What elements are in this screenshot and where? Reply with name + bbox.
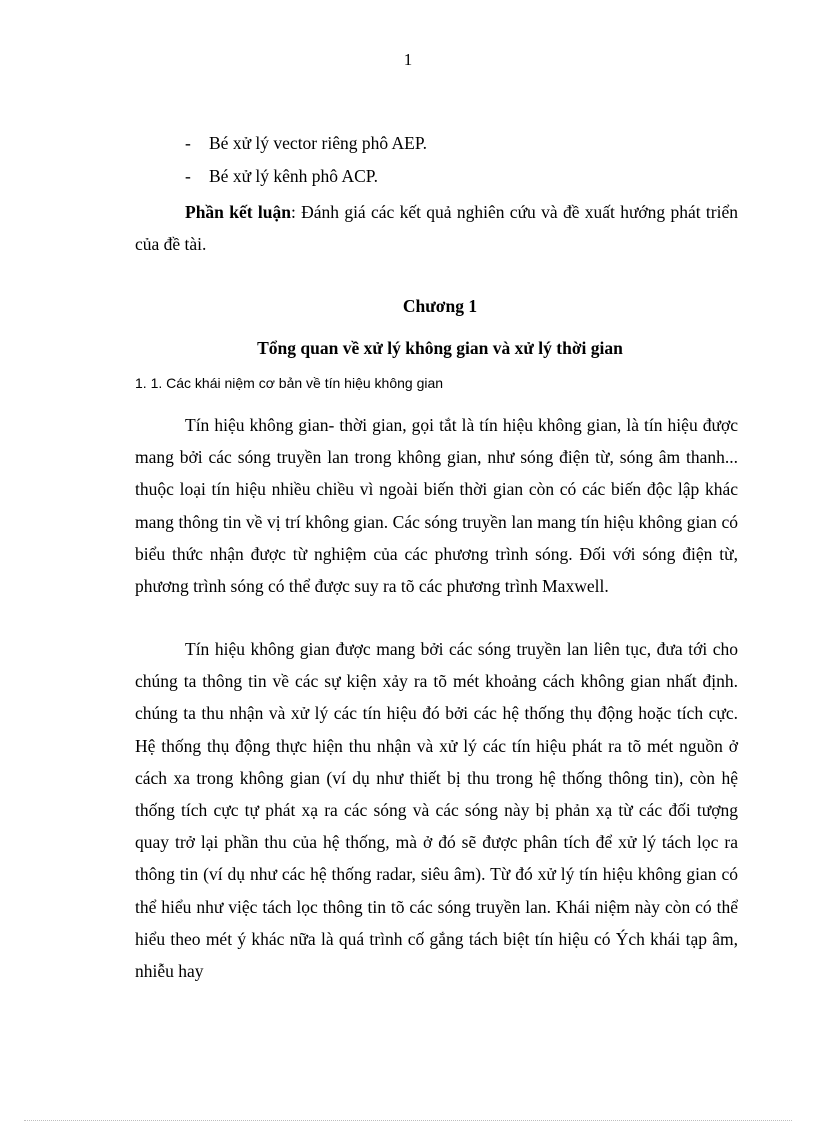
chapter-title: Tổng quan về xử lý không gian và xử lý thời gian xyxy=(257,338,623,358)
page-number: 1 xyxy=(403,50,413,69)
bullet-text: Bé xử lý kênh phô ACP. xyxy=(209,166,378,186)
bullet-dash: - xyxy=(185,166,191,186)
conclusion-paragraph xyxy=(135,196,738,260)
bullet-dash: - xyxy=(185,133,191,153)
conclusion-text: : Đánh giá các kết quả nghiên cứu và đề xuất hướng phát triển của đề tài. xyxy=(135,202,738,255)
section-heading: 1. 1. Các khái niệm cơ bản về tín hiệu không gian xyxy=(135,375,444,391)
body-paragraph: Tín hiệu không gian được mang bởi các sóng truyền lan liên tục, đưa tới cho chúng ta thông tin về các sự kiện xảy ra tõ mét khoảng cách không gian nhất định. chúng ta thu nhận và xử lý các tín hiệu đó bởi các hệ thống thụ động hoặc tích cực. Hệ thống thụ động thực hiện thu nhận và xử lý các tín hiệu phát ra tõ mét nguồn ở cách xa trong không gian (ví dụ như thiết bị thu trong hệ thống thông tin), còn hệ thống tích cực tự phát xạ ra các sóng và các sóng này bị phản xạ từ các đối tượng quay trở lại phần thu của hệ thống, mà ở đó sẽ được phân tích để xử lý tách lọc ra thông tin (ví dụ như các hệ thống radar, siêu âm). Từ đó xử lý tín hiệu không gian có thể hiểu như việc tách lọc thông tin tõ các sóng truyền lan. Khái niệm này còn có thể hiểu theo mét ý khác nữa là quá trình cố gắng tách biệt tín hiệu có Ých khái tạp âm, nhiễu hay xyxy=(135,639,738,982)
body-paragraph: Tín hiệu không gian- thời gian, gọi tắt là tín hiệu không gian, là tín hiệu được mang bởi các sóng truyền lan trong không gian, như sóng điện từ, sóng âm thanh... thuộc loại tín hiệu nhiều chiều vì ngoài biến thời gian còn có các biến độc lập khác mang thông tin về vị trí không gian. Các sóng truyền lan mang tín hiệu không gian có biểu thức nhận được từ nghiệm của các phương trình sóng. Đối với sóng điện từ, phương trình sóng có thể được suy ra tõ các phương trình Maxwell. xyxy=(135,415,738,597)
conclusion-label: Phần kết luận xyxy=(185,202,291,222)
bullet-text: Bé xử lý vector riêng phô AEP. xyxy=(209,133,427,153)
page-bottom-border xyxy=(24,1120,792,1121)
chapter-number: Chương 1 xyxy=(402,296,478,316)
